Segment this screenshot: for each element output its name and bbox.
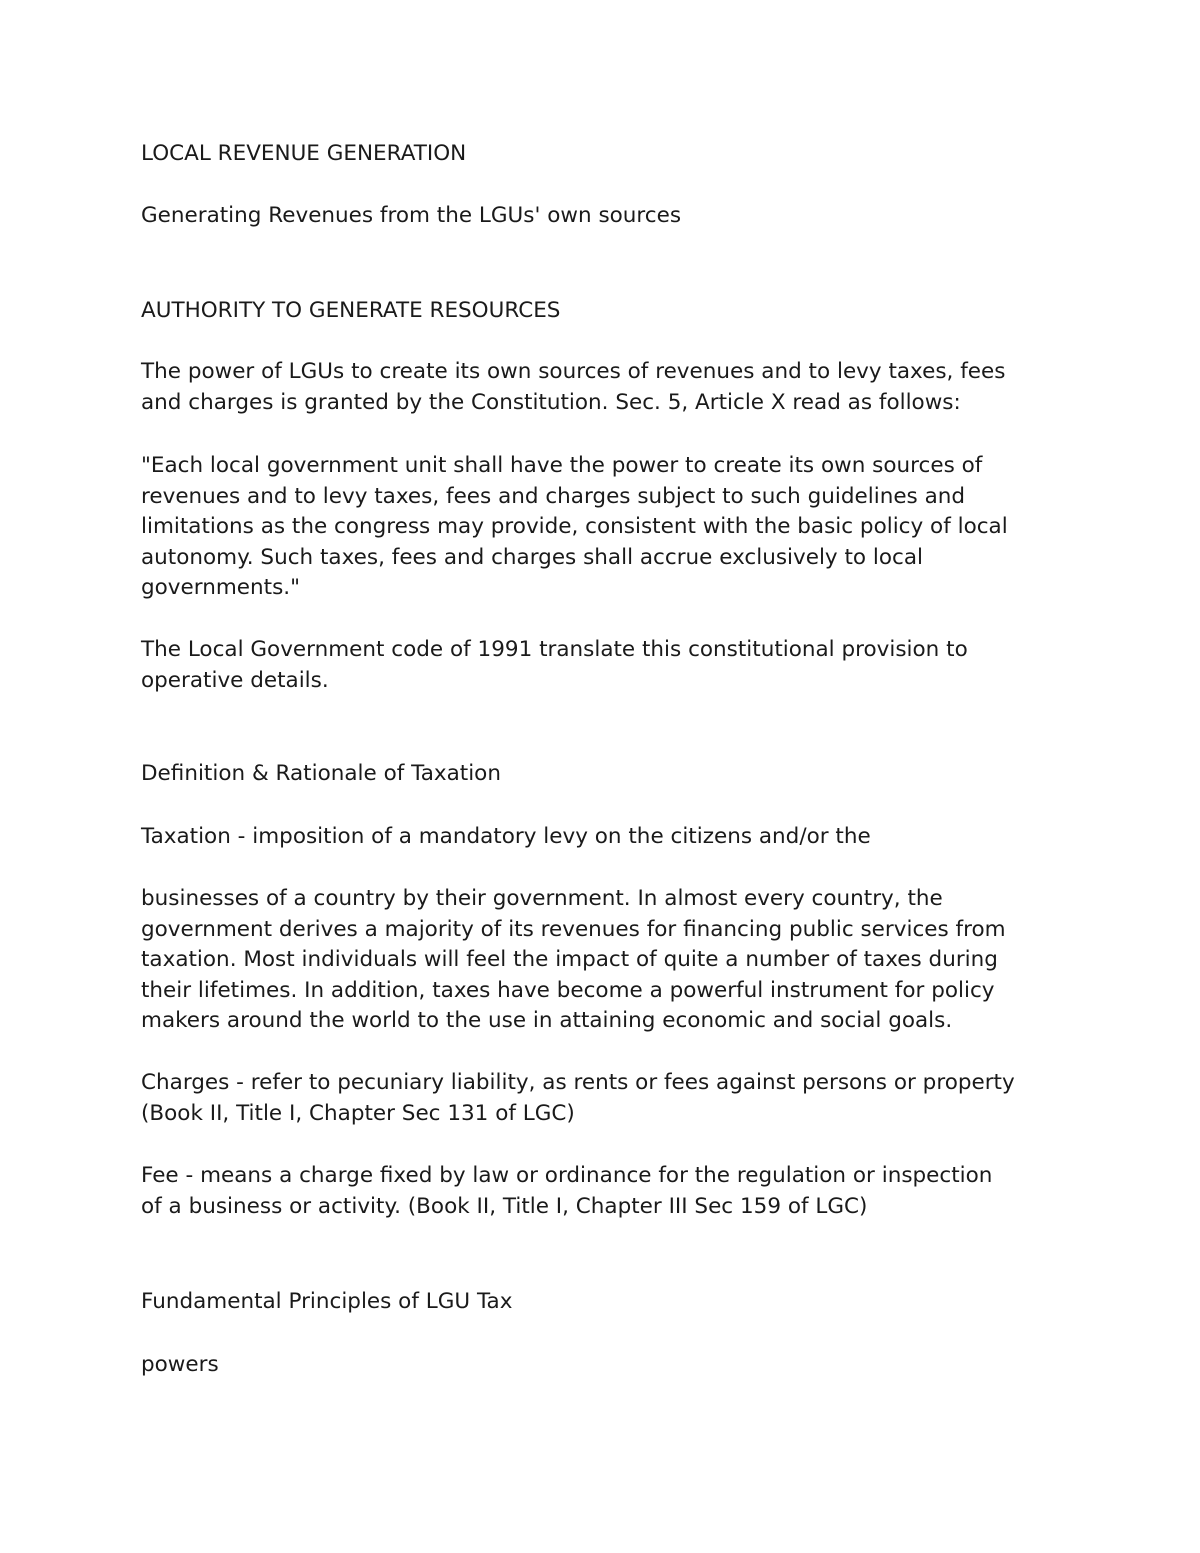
section-heading-definition: Definition & Rationale of Taxation: [141, 761, 501, 786]
text-line: makers around the world to the use in attaining economic and social goals.: [141, 1008, 953, 1034]
document-subtitle: Generating Revenues from the LGUs' own sources: [141, 203, 682, 228]
text-line: Fee - means a charge fixed by law or ordinance for the regulation or inspection: [141, 1163, 993, 1188]
text-line: "Each local government unit shall have the power to create its own sources of: [141, 453, 983, 478]
paragraph-constitution-quote: [141, 451, 1008, 604]
paragraph-power: [141, 357, 1005, 418]
text-line: (Book II, Title I, Chapter Sec 131 of LGC): [141, 1100, 575, 1126]
text-line: government derives a majority of its revenues for financing public services from: [141, 916, 1006, 942]
paragraph-taxation-intro: Taxation - imposition of a mandatory levy on the citizens and/or the: [141, 824, 871, 849]
text-line: their lifetimes. In addition, taxes have become a powerful instrument for policy: [141, 977, 995, 1003]
section-heading-authority: AUTHORITY TO GENERATE RESOURCES: [141, 298, 561, 323]
paragraph-taxation-body: [141, 884, 1006, 1037]
text-line: taxation. Most individuals will feel the impact of quite a number of taxes during: [141, 947, 998, 973]
text-line: The power of LGUs to create its own sources of revenues and to levy taxes, fees: [141, 359, 1006, 384]
section-heading-principles: Fundamental Principles of LGU Tax: [141, 1289, 513, 1314]
paragraph-charges: [141, 1068, 1015, 1129]
text-line: autonomy. Such taxes, fees and charges shall accrue exclusively to local: [141, 544, 924, 570]
text-line: governments.": [141, 575, 300, 601]
document-title: LOCAL REVENUE GENERATION: [141, 141, 467, 166]
text-line: businesses of a country by their government. In almost every country, the: [141, 886, 943, 911]
paragraph-local-government-code: [141, 635, 968, 696]
text-line: Charges - refer to pecuniary liability, as rents or fees against persons or property: [141, 1070, 1015, 1095]
text-line: operative details.: [141, 667, 329, 693]
text-line: and charges is granted by the Constitution. Sec. 5, Article X read as follows:: [141, 389, 961, 415]
text-line: limitations as the congress may provide, consistent with the basic policy of local: [141, 514, 1008, 540]
text-line: The Local Government code of 1991 translate this constitutional provision to: [141, 637, 968, 662]
text-line: of a business or activity. (Book II, Title I, Chapter III Sec 159 of LGC): [141, 1193, 868, 1219]
paragraph-fee: [141, 1161, 992, 1222]
text-line: revenues and to levy taxes, fees and charges subject to such guidelines and: [141, 483, 966, 509]
paragraph-powers: powers: [141, 1352, 219, 1377]
